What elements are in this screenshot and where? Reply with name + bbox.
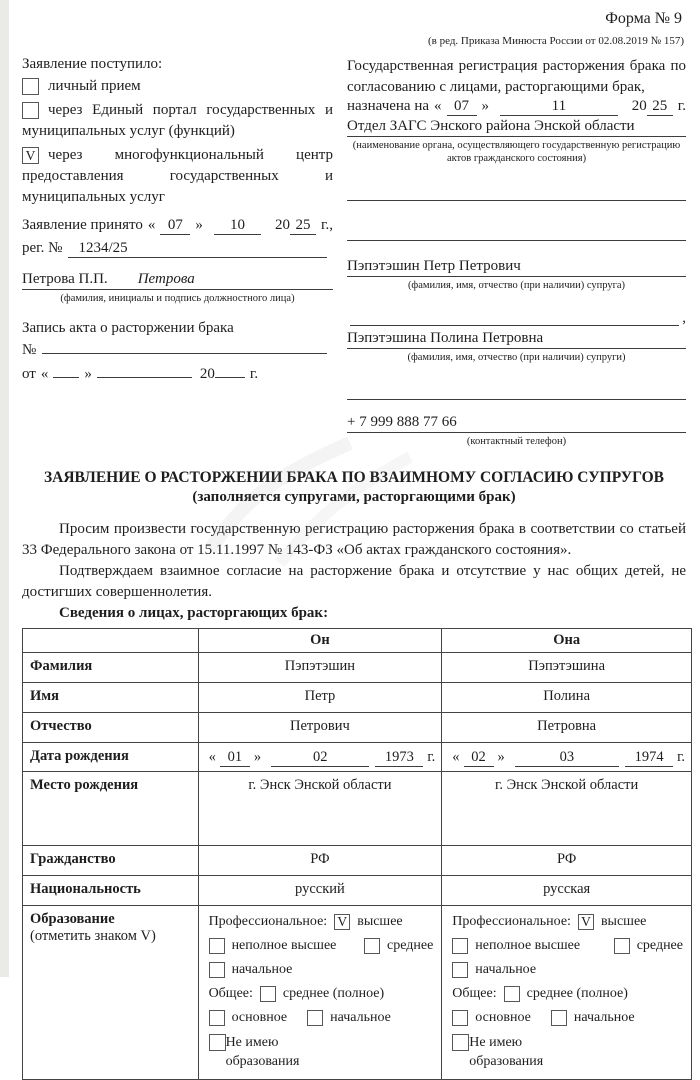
record-number-line — [22, 340, 333, 361]
reg-label: рег. № — [22, 240, 63, 256]
row-label: Место рождения — [23, 772, 199, 846]
birth-day-field[interactable]: 02 — [464, 749, 494, 767]
registry-office-field[interactable]: Отдел ЗАГС Энского района Энской области — [347, 116, 686, 137]
record-from-label: от — [22, 366, 36, 382]
checkbox-higher-checked[interactable]: V — [578, 914, 594, 930]
close-quote: » — [497, 749, 505, 765]
birth-date-him — [198, 743, 442, 772]
paragraph-confirm: Подтверждаем взаимное согласие на расторжение брака и отсутствие у нас общих детей, не достигших совершеннолетия. — [22, 563, 686, 600]
close-quote: » — [481, 98, 490, 114]
checkbox-higher-checked[interactable]: V — [334, 914, 350, 930]
open-quote: « — [434, 98, 442, 114]
education-cell-him — [198, 906, 442, 1080]
record-no-label: № — [22, 342, 37, 358]
option-personal-label: личный прием — [48, 78, 141, 94]
no-education-label: Не имею образования — [225, 1035, 300, 1069]
birth-year-field[interactable]: 1973 — [375, 749, 423, 767]
blank-line[interactable] — [347, 380, 686, 400]
general-label: Общее: — [208, 986, 253, 1001]
spouses-table — [22, 628, 692, 1080]
option-mfc — [22, 145, 333, 208]
record-block — [22, 318, 333, 385]
husband-caption: (фамилия, имя, отчество (при наличии) супруга) — [407, 280, 626, 291]
checkbox-secondary-full[interactable] — [504, 986, 520, 1002]
checkbox-general-primary[interactable] — [307, 1010, 323, 1026]
husband-name-field[interactable]: Пэпэтэшин Петр Петрович — [347, 256, 686, 277]
higher-label: высшее — [357, 914, 403, 929]
record-day-field[interactable] — [53, 377, 79, 378]
checkbox-secondary[interactable] — [364, 938, 380, 954]
application-title: ЗАЯВЛЕНИЕ О РАСТОРЖЕНИИ БРАКА ПО ВЗАИМНОМУ СОГЛАСИЮ СУПРУГОВ — [43, 469, 665, 486]
scheduled-tail: г. — [677, 98, 686, 114]
name-him: Петр — [198, 683, 442, 713]
general-primary-label: начальное — [330, 1010, 391, 1025]
row-label: Национальность — [23, 876, 199, 906]
record-title: Запись акта о расторжении брака — [22, 320, 234, 336]
incomplete-higher-label: неполное высшее — [475, 938, 581, 953]
open-quote: « — [208, 749, 216, 765]
application-subtitle: (заполняется супругами, расторгающими брак) — [192, 489, 516, 505]
table-corner-cell — [23, 629, 199, 653]
nationality-her: русская — [442, 876, 692, 906]
phone-caption: (контактный телефон) — [466, 436, 567, 447]
table-row-birth-place — [23, 772, 692, 846]
form-edition-note: (в ред. Приказа Минюста России от 02.08.2019 № 157) — [427, 35, 684, 47]
scheduled-date-line — [347, 98, 686, 116]
column-header-her: Она — [442, 629, 692, 653]
table-row-nationality — [23, 876, 692, 906]
checkbox-general-primary[interactable] — [551, 1010, 567, 1026]
birth-place-her: г. Энск Энской области — [442, 772, 692, 846]
registration-number-line — [22, 240, 333, 258]
accepted-century: 20 — [275, 217, 291, 233]
open-quote: « — [452, 749, 460, 765]
right-column — [347, 56, 686, 448]
record-month-field[interactable] — [97, 377, 192, 378]
secondary-label: среднее — [636, 938, 683, 953]
left-column — [22, 56, 333, 448]
secondary-label: среднее — [387, 938, 434, 953]
education-label: Образование — [30, 911, 115, 927]
birth-month-field[interactable]: 02 — [271, 749, 369, 767]
checkbox-portal[interactable] — [22, 102, 39, 119]
row-label: Гражданство — [23, 846, 199, 876]
surname-her: Пэпэтэшина — [442, 653, 692, 683]
basic-label: основное — [231, 1010, 288, 1025]
registration-text: Государственная регистрация расторжения брака по согласованию с лицами, расторгающими брак, — [347, 58, 686, 95]
birth-year-field[interactable]: 1974 — [625, 749, 673, 767]
professional-label: Профессиональное: — [452, 914, 571, 929]
received-title: Заявление поступило: — [22, 56, 163, 72]
basic-label: основное — [475, 1010, 531, 1025]
checkbox-primary[interactable] — [209, 962, 225, 978]
form-number: Форма № 9 — [605, 10, 682, 27]
year-suffix: г. — [677, 749, 685, 765]
birth-day-field[interactable]: 01 — [220, 749, 250, 767]
accepted-label: Заявление принято — [22, 217, 143, 233]
patronymic-her: Петровна — [442, 713, 692, 743]
citizenship-him: РФ — [198, 846, 442, 876]
checkbox-personal[interactable] — [22, 78, 39, 95]
accepted-year-field[interactable]: 25 — [290, 217, 316, 235]
record-year-field[interactable] — [215, 377, 245, 378]
table-caption: Сведения о лицах, расторгающих брак: — [59, 605, 329, 621]
row-label: Имя — [23, 683, 199, 713]
row-label: Фамилия — [23, 653, 199, 683]
patronymic-him: Петрович — [198, 713, 442, 743]
checkbox-incomplete-higher[interactable] — [209, 938, 225, 954]
close-quote: » — [84, 366, 92, 382]
table-row-surname — [23, 653, 692, 683]
row-label: Дата рождения — [23, 743, 199, 772]
secondary-full-label: среднее (полное) — [282, 986, 385, 1001]
name-her: Полина — [442, 683, 692, 713]
paragraph-request: Просим произвести государственную регистрацию расторжения брака в соответствии со статьей 33 Федерального закона от 15.11.1997 № 143-ФЗ «Об актах гражданского состояния». — [22, 521, 686, 558]
general-primary-label: начальное — [573, 1010, 635, 1025]
checkbox-basic[interactable] — [452, 1010, 468, 1026]
option-mfc-label: через многофункциональный центр предоставления государственных и муниципальных услуг — [22, 147, 333, 205]
accepted-day-field[interactable]: 07 — [160, 217, 190, 235]
close-quote: » — [195, 217, 203, 233]
option-portal-label: через Единый портал государственных и муниципальных услуг (функций) — [22, 102, 333, 139]
checkbox-mfc-checked[interactable]: V — [22, 147, 39, 164]
wife-caption: (фамилия, имя, отчество (при наличии) супруги) — [407, 352, 626, 363]
registry-office-caption: (наименование органа, осуществляющего государственную регистрацию актов гражданского состояния) — [352, 140, 681, 164]
official-line — [22, 269, 333, 290]
primary-label: начальное — [231, 962, 293, 977]
higher-label: высшее — [600, 914, 647, 929]
checkbox-no-education[interactable] — [209, 1034, 226, 1051]
accepted-month-field[interactable]: 10 — [214, 217, 261, 235]
record-date-line — [22, 364, 333, 385]
secondary-full-label: среднее (полное) — [526, 986, 628, 1001]
checkbox-basic[interactable] — [209, 1010, 225, 1026]
checkbox-incomplete-higher[interactable] — [452, 938, 468, 954]
birth-date-her — [442, 743, 692, 772]
education-note: (отметить знаком V) — [30, 928, 156, 944]
checkbox-primary[interactable] — [452, 962, 468, 978]
row-label: Отчество — [23, 713, 199, 743]
wife-name-field[interactable]: Пэпэтэшина Полина Петровна — [347, 328, 686, 349]
table-header-row — [23, 629, 692, 653]
table-row-patronymic — [23, 713, 692, 743]
birth-place-him: г. Энск Энской области — [198, 772, 442, 846]
accepted-date-line — [22, 217, 333, 235]
option-personal — [22, 76, 333, 97]
close-quote: » — [253, 749, 262, 765]
nationality-him: русский — [198, 876, 442, 906]
open-quote: « — [147, 217, 156, 233]
scheduled-month-field[interactable]: 11 — [500, 98, 618, 116]
row-label — [23, 906, 199, 1080]
option-portal — [22, 100, 333, 142]
birth-month-field[interactable]: 03 — [515, 749, 619, 767]
checkbox-secondary[interactable] — [614, 938, 630, 954]
reg-number-field[interactable]: 1234/25 — [68, 240, 327, 258]
scheduled-year-field[interactable]: 25 — [647, 98, 673, 116]
official-caption: (фамилия, инициалы и подпись должностного лица) — [60, 293, 295, 304]
blank-line[interactable] — [347, 181, 686, 201]
table-row-name — [23, 683, 692, 713]
comma: , — [682, 310, 686, 326]
blank-line-with-comma — [347, 306, 686, 326]
table-row-birth-date — [23, 743, 692, 772]
accepted-tail: г., — [321, 217, 333, 233]
phone-field[interactable]: + 7 999 888 77 66 — [347, 412, 686, 433]
education-cell-her — [442, 906, 692, 1080]
table-row-education — [23, 906, 692, 1080]
official-name: Петрова П.П. — [22, 271, 108, 287]
checkbox-no-education[interactable] — [452, 1034, 469, 1051]
incomplete-higher-label: неполное высшее — [231, 938, 337, 953]
checkbox-secondary-full[interactable] — [260, 986, 276, 1002]
blank-line[interactable] — [350, 306, 679, 326]
column-header-him: Он — [198, 629, 442, 653]
record-century: 20 — [199, 366, 215, 382]
table-row-citizenship — [23, 846, 692, 876]
scheduled-century: 20 — [631, 98, 647, 114]
official-signature: Петрова — [137, 271, 195, 287]
general-label: Общее: — [452, 986, 497, 1001]
citizenship-her: РФ — [442, 846, 692, 876]
header-columns — [22, 56, 686, 448]
open-quote: « — [40, 366, 49, 382]
scan-edge — [0, 0, 9, 977]
no-education-label: Не имею образования — [469, 1035, 544, 1069]
blank-line[interactable] — [347, 221, 686, 241]
record-tail: г. — [249, 366, 259, 382]
record-number-field[interactable] — [42, 353, 327, 354]
year-suffix: г. — [427, 749, 436, 765]
primary-label: начальное — [475, 962, 537, 977]
scheduled-label: назначена на — [347, 98, 430, 114]
professional-label: Профессиональное: — [208, 914, 328, 929]
scheduled-day-field[interactable]: 07 — [447, 98, 477, 116]
surname-him: Пэпэтэшин — [198, 653, 442, 683]
